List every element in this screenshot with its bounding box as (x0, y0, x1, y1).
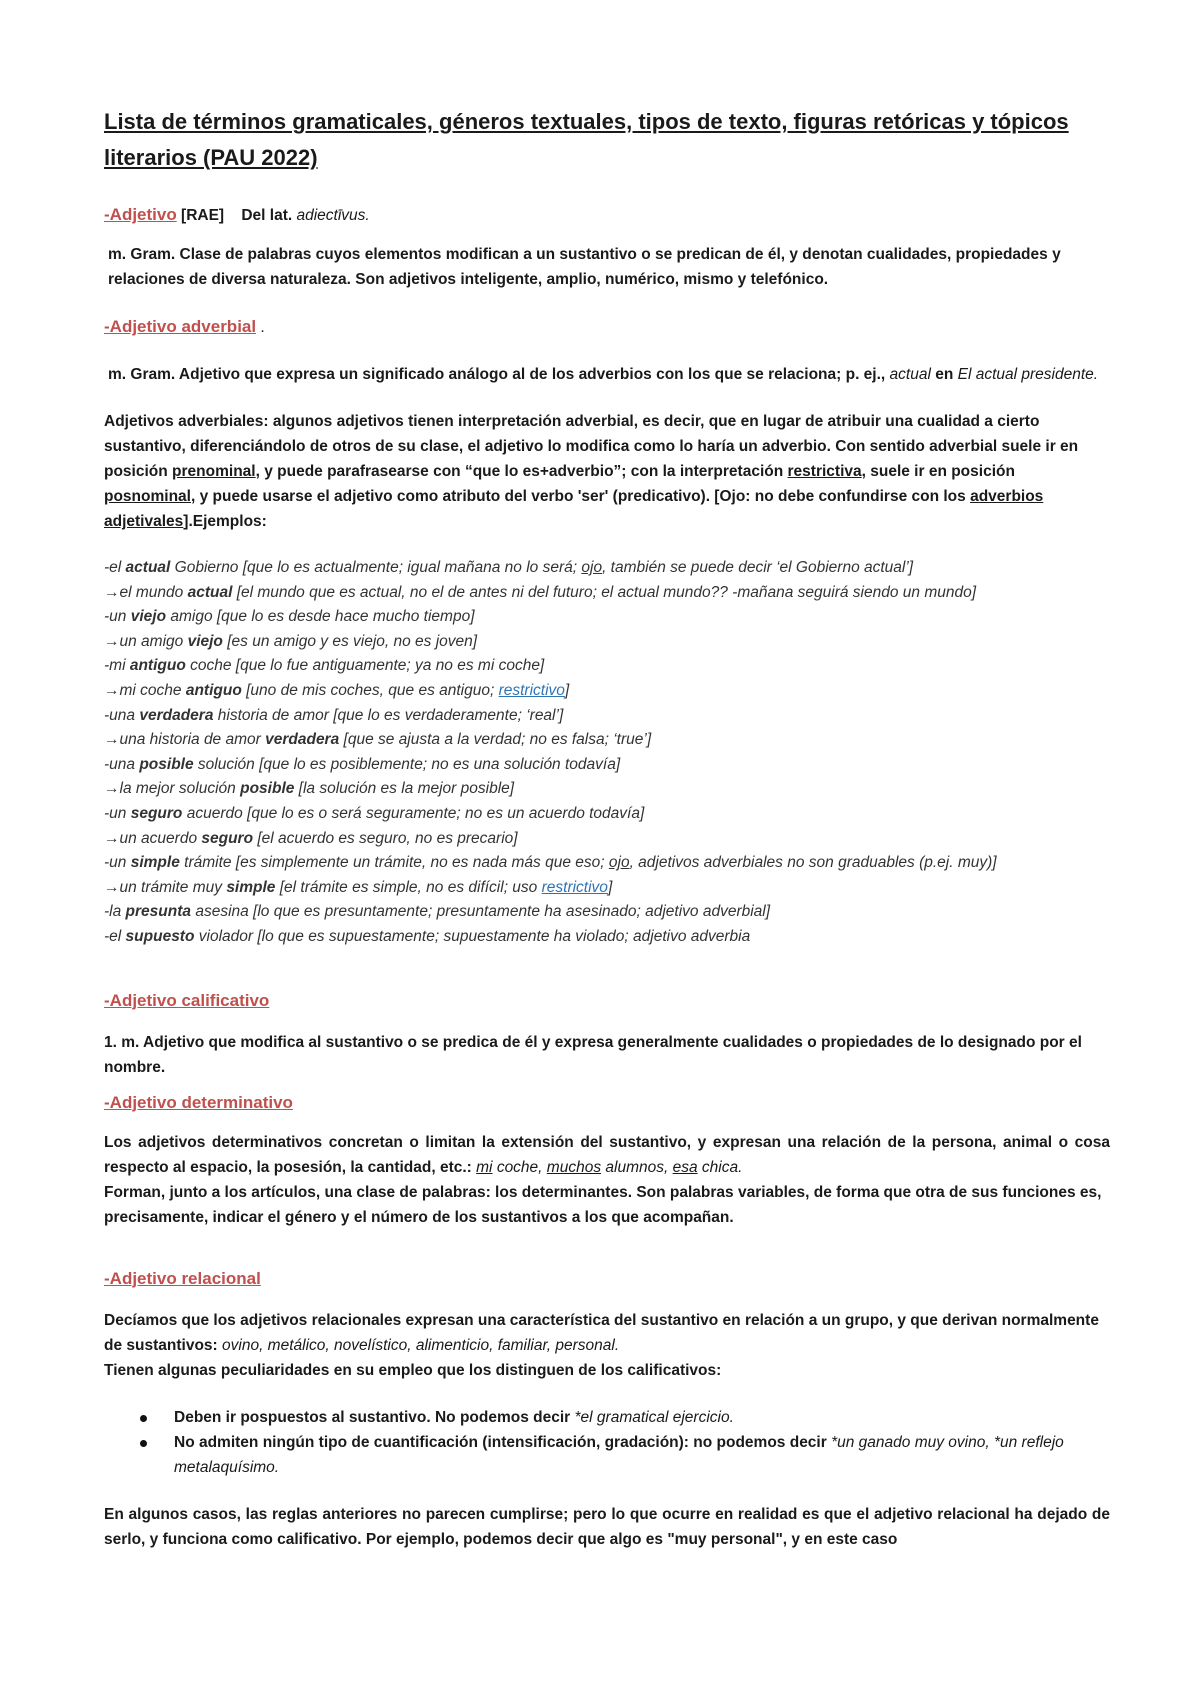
adverbial-paragraph (104, 409, 1110, 534)
relacional-paragraph-2: Tienen algunas peculiaridades en su empleo que los distinguen de los calificativos: (104, 1361, 722, 1379)
adverbial-p1-text-b: , y puede parafrasearse con “que lo es+adverbio”; con la interpretación (255, 463, 784, 480)
determinativo-paragraph-2: Forman, junto a los artículos, una clase de palabras: los determinantes. Son palabras variables, de forma que otra de sus funciones es, precisamente, indicar el género y el número de los sustantivos a los que acompañan. (104, 1183, 1102, 1226)
relacional-header-line (104, 1266, 1110, 1292)
heading-adjetivo-determinativo: -Adjetivo determinativo (104, 1092, 293, 1112)
example-alumnos: alumnos, (605, 1158, 669, 1176)
example-line: -un viejo amigo [que lo es desde hace mucho tiempo] (104, 608, 475, 626)
determinativo-paragraph-1 (104, 1130, 1110, 1180)
example-line: →la mejor solución posible [la solución es la mejor posible] (104, 780, 515, 798)
adverbial-p1-text-c: , suele ir en posición (861, 463, 1015, 480)
heading-trail: . (260, 319, 265, 336)
example-line: -el supuesto violador [lo que es supuestamente; supuestamente ha violado; adjetivo adverbia (104, 927, 751, 945)
origin-prefix: Del lat. (241, 207, 293, 224)
heading-adjetivo-adverbial: -Adjetivo adverbial (104, 317, 257, 336)
example-line: -una verdadera historia de amor [que lo es verdaderamente; ‘real’] (104, 706, 564, 724)
adverbial-p1-text-d: , y puede usarse el adjetivo como atributo del verbo 'ser' (predicativo). [Ojo: no debe confundirse con los (190, 488, 966, 505)
restrictivo-link[interactable]: restrictivo (498, 681, 565, 699)
determinativo-header-line (104, 1090, 1110, 1116)
calificativo-header-line (104, 988, 1110, 1014)
example-line: →un acuerdo seguro [el acuerdo es seguro, no es precario] (104, 829, 518, 847)
term-restrictiva: restrictiva (787, 463, 862, 480)
example-line: -mi antiguo coche [que lo fue antiguamente; ya no es mi coche] (104, 657, 545, 675)
adverbial-definition (104, 362, 1110, 387)
example-line: -la presunta asesina [lo que es presuntamente; presuntamente ha asesinado; adjetivo adverbial] (104, 903, 771, 921)
example-line: -un simple trámite [es simplemente un trámite, no es nada más que eso; ojo, adjetivos adverbiales no son graduables (p.ej. muy)] (104, 854, 997, 872)
calificativo-definition: 1. m. Adjetivo que modifica al sustantivo o se predica de él y expresa generalmente cualidades o propiedades de lo designado por el nombre. (104, 1033, 1082, 1076)
adverbial-p1-text-e: ].Ejemplos: (183, 513, 267, 530)
determinativo-p1-text: Los adjetivos determinativos concretan o limitan la extensión del sustantivo, y expresan una relación de la persona, animal o cosa respecto al espacio, la posesión, la cantidad, etc.: (104, 1133, 1110, 1176)
relacional-paragraph-3: En algunos casos, las reglas anteriores no parecen cumplirse; pero lo que ocurre en realidad es que el adjetivo relacional ha dejado de serlo, y funciona como calificativo. Por ejemplo, podemos decir que algo es "muy personal", y en este caso (104, 1505, 1110, 1548)
bullet-item: Deben ir pospuestos al sustantivo. No podemos decir *el gramatical ejercicio. (104, 1405, 1110, 1430)
relacional-p1-examples: ovino, metálico, novelístico, alimenticio, familiar, personal. (222, 1336, 620, 1354)
term-posnominal: posnominal (104, 488, 191, 505)
adverbial-def-word: actual (889, 366, 931, 383)
bullet-icon (104, 1430, 174, 1480)
example-muchos: muchos (546, 1158, 602, 1176)
document-title: Lista de términos gramaticales, géneros textuales, tipos de texto, figuras retóricas y tópicos literarios (PAU 2022) (104, 109, 1069, 170)
adverbial-header-line (104, 314, 1110, 340)
example-line: -un seguro acuerdo [que lo es o será seguramente; no es un acuerdo todavía] (104, 804, 645, 822)
heading-adjetivo: -Adjetivo (104, 205, 177, 224)
example-line: →mi coche antiguo [uno de mis coches, que es antiguo; restrictivo] (104, 681, 570, 699)
bullet-icon (104, 1405, 174, 1430)
heading-adjetivo-relacional: -Adjetivo relacional (104, 1268, 261, 1288)
bullet-item: No admiten ningún tipo de cuantificación (intensificación, gradación): no podemos decir *un ganado muy ovino, *un reflejo metalaquísimo. (104, 1430, 1110, 1480)
example-line: -una posible solución [que lo es posiblemente; no es una solución todavía] (104, 755, 621, 773)
rae-tag: [RAE] (181, 207, 225, 224)
example-coche: coche, (496, 1158, 543, 1176)
term-prenominal: prenominal (172, 463, 256, 480)
example-chica: chica. (701, 1158, 743, 1176)
term-adverbios-adjetivales: adverbios adjetivales (104, 488, 1044, 530)
example-line: →un trámite muy simple [el trámite es simple, no es difícil; uso restrictivo] (104, 878, 613, 896)
example-line: →una historia de amor verdadera [que se ajusta a la verdad; no es falsa; ‘true’] (104, 731, 652, 749)
relacional-paragraph-1 (104, 1308, 1110, 1358)
restrictivo-link[interactable]: restrictivo (541, 878, 608, 896)
origin-word: adiectīvus. (296, 207, 370, 224)
example-mi: mi (476, 1158, 493, 1176)
example-line: →un amigo viejo [es un amigo y es viejo, no es joven] (104, 632, 478, 650)
adverbial-def-text: m. Gram. Adjetivo que expresa un significado análogo al de los adverbios con los que se relaciona; p. ej., (108, 366, 886, 383)
adjetivo-definition: m. Gram. Clase de palabras cuyos elementos modifican a un sustantivo o se predican de él, y denotan cualidades, propiedades y relaciones de diversa naturaleza. Son adjetivos inteligente, amplio, numérico, mismo y telefónico. (108, 246, 1061, 288)
example-line: →el mundo actual [el mundo que es actual, no el de antes ni del futuro; el actual mundo?? -mañana seguirá siendo un mundo] (104, 583, 977, 601)
heading-adjetivo-calificativo: -Adjetivo calificativo (104, 990, 270, 1010)
example-line: -el actual Gobierno [que lo es actualmente; igual mañana no lo será; ojo, también se puede decir ‘el Gobierno actual’] (104, 559, 914, 576)
example-esa: esa (672, 1158, 698, 1176)
relacional-p1-text: Decíamos que los adjetivos relacionales expresan una característica del sustantivo en relación a un grupo, y que derivan normalmente de sustantivos: (104, 1311, 1099, 1354)
adverbial-p1-text: Adjetivos adverbiales: algunos adjetivos tienen interpretación adverbial, es decir, que en lugar de atribuir una cualidad a cierto sustantivo, diferenciándolo de otros de su clase, el adjetivo lo modifica como lo haría un adverbio. Con sentido adverbial suele ir en posición (104, 413, 1079, 480)
adverbial-def-en: en (935, 366, 954, 383)
adverbial-def-example: El actual presidente. (957, 366, 1099, 383)
adjetivo-header-line (104, 202, 1110, 228)
adverbial-examples (104, 556, 1110, 950)
